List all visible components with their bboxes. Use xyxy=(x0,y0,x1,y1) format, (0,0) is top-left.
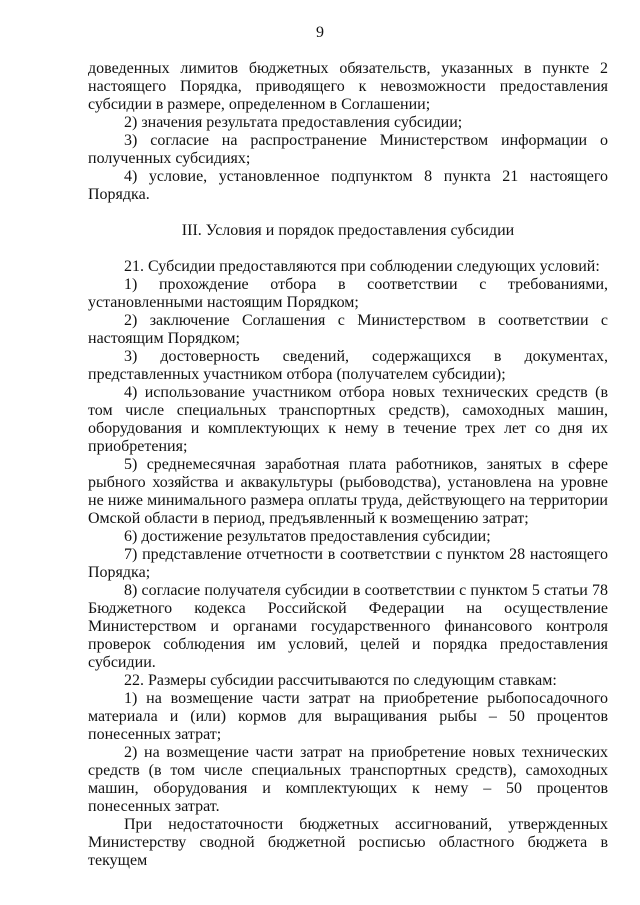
section-paragraph: 8) согласие получателя субсидии в соответствии с пунктом 5 статьи 78 Бюджетного кодекса Российской Федерации на осуществление Министерством и органами государственного финансового контроля проверок соблюдения им условий, целей и порядка предоставления субсидии. xyxy=(88,582,608,671)
continuation-block xyxy=(88,60,608,204)
continuation-paragraph: 2) значения результата предоставления субсидии; xyxy=(124,114,463,131)
section-paragraph: 22. Размеры субсидии рассчитываются по следующим ставкам: xyxy=(124,672,557,689)
section-heading: III. Условия и порядок предоставления субсидии xyxy=(181,222,515,239)
section-paragraph: 1) прохождение отбора в соответствии с требованиями, установленными настоящим Порядком; xyxy=(88,276,608,311)
section-paragraph: 1) на возмещение части затрат на приобретение рыбопосадочного материала и (или) кормов для выращивания рыбы – 50 процентов понесенных затрат; xyxy=(88,690,608,743)
section-paragraph: 2) заключение Соглашения с Министерством в соответствии с настоящим Порядком; xyxy=(88,312,608,347)
document-body xyxy=(88,60,608,870)
section-paragraph: 4) использование участником отбора новых технических средств (в том числе специальных транспортных средств), самоходных машин, оборудования и комплектующих к нему в течение трех лет со дня их приобретения; xyxy=(88,384,608,455)
section-paragraph: При недостаточности бюджетных ассигнований, утвержденных Министерству сводной бюджетной росписью областного бюджета в текущем xyxy=(88,816,608,869)
section-paragraph: 21. Субсидии предоставляются при соблюдении следующих условий: xyxy=(124,258,600,275)
section-body xyxy=(88,258,608,870)
section-paragraph: 3) достоверность сведений, содержащихся в документах, представленных участником отбора (получателем субсидии); xyxy=(88,348,608,383)
continuation-paragraph: 4) условие, установленное подпунктом 8 пункта 21 настоящего Порядка. xyxy=(88,168,608,203)
continuation-paragraph: доведенных лимитов бюджетных обязательств, указанных в пункте 2 настоящего Порядка, приводящего к невозможности предоставления субсидии в размере, определенном в Соглашении; xyxy=(88,60,608,113)
page-number: 9 xyxy=(316,24,324,41)
section-paragraph: 5) среднемесячная заработная плата работников, занятых в сфере рыбного хозяйства и аквакультуры (рыбоводства), установлена на уровне не ниже минимального размера оплаты труда, действующего на территории Омской области в период, предъявленный к возмещению затрат; xyxy=(88,456,608,527)
section-paragraph: 6) достижение результатов предоставления субсидии; xyxy=(124,528,491,545)
section-paragraph: 2) на возмещение части затрат на приобретение новых технических средств (в том числе специальных транспортных средств), самоходных машин, оборудования и комплектующих к нему – 50 процентов понесенных затрат. xyxy=(88,744,608,815)
section-paragraph: 7) представление отчетности в соответствии с пунктом 28 настоящего Порядка; xyxy=(88,546,608,581)
continuation-paragraph: 3) согласие на распространение Министерством информации о полученных субсидиях; xyxy=(88,132,608,167)
